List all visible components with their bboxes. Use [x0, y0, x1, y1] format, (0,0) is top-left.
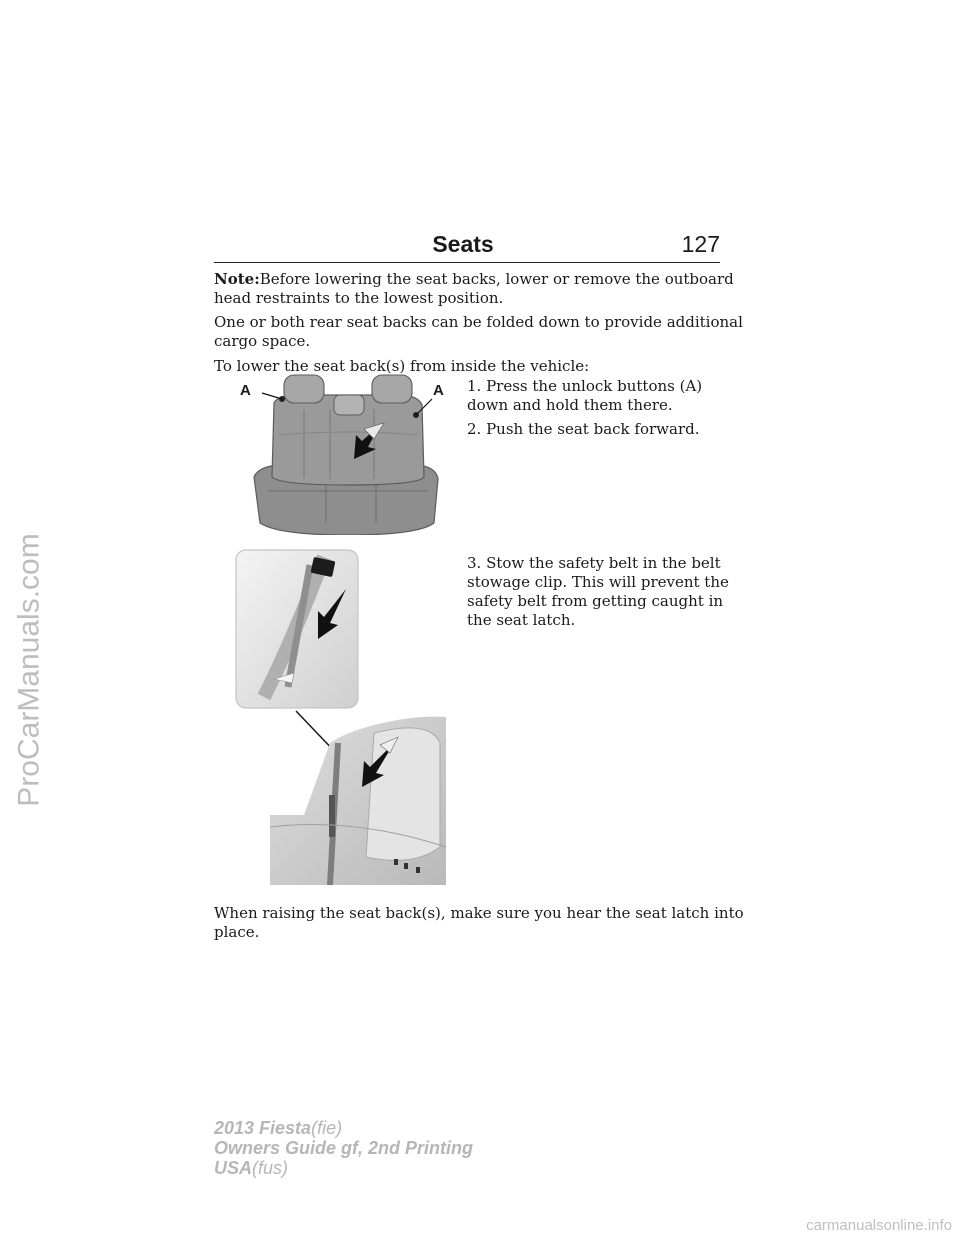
step1-line-1: 1. Press the unlock buttons (A) [467, 377, 703, 395]
note-text: Before lowering the seat backs, lower or remove the outboard [259, 270, 734, 288]
footer-market: USA [214, 1158, 253, 1178]
footer-line-1 [214, 1118, 473, 1138]
step3-line-4: the seat latch. [467, 611, 576, 629]
footer-market-code: (fus) [252, 1158, 289, 1178]
callout-a-right: A [433, 382, 444, 399]
para1-line-2: cargo space. [214, 332, 311, 350]
footer-model: 2013 Fiesta [214, 1118, 312, 1138]
note-label: Note: [214, 270, 260, 288]
step2: 2. Push the seat back forward. [467, 420, 700, 438]
note-line-2: head restraints to the lowest position. [214, 289, 504, 307]
closing-line-2: place. [214, 923, 260, 941]
footer-line-3 [214, 1158, 473, 1178]
step1-line-2: down and hold them there. [467, 396, 673, 414]
para2: To lower the seat back(s) from inside the vehicle: [214, 357, 590, 375]
note-line-1 [214, 270, 734, 289]
closing-line-1: When raising the seat back(s), make sure you hear the seat latch into [214, 904, 744, 922]
section-title: Seats [432, 231, 494, 257]
brand-watermark: carmanualsonline.info [806, 1217, 952, 1234]
callout-a-left: A [240, 382, 251, 399]
rear-seat-illustration [238, 373, 450, 535]
belt-stowage-illustration [234, 547, 450, 887]
watermark [2, 330, 58, 1010]
step3-line-3: safety belt from getting caught in [467, 592, 724, 610]
para1-line-1: One or both rear seat backs can be folded down to provide additional [214, 313, 743, 331]
footer-model-code: (fie) [311, 1118, 343, 1138]
page-footer [214, 1118, 473, 1178]
page-number: 127 [681, 231, 720, 257]
watermark-text: ProCarManuals.com [13, 533, 46, 807]
footer-guide: Owners Guide gf, 2nd Printing [214, 1138, 474, 1158]
page-header [214, 226, 720, 263]
step3-line-1: 3. Stow the safety belt in the belt [467, 554, 721, 572]
step3-line-2: stowage clip. This will prevent the [467, 573, 729, 591]
